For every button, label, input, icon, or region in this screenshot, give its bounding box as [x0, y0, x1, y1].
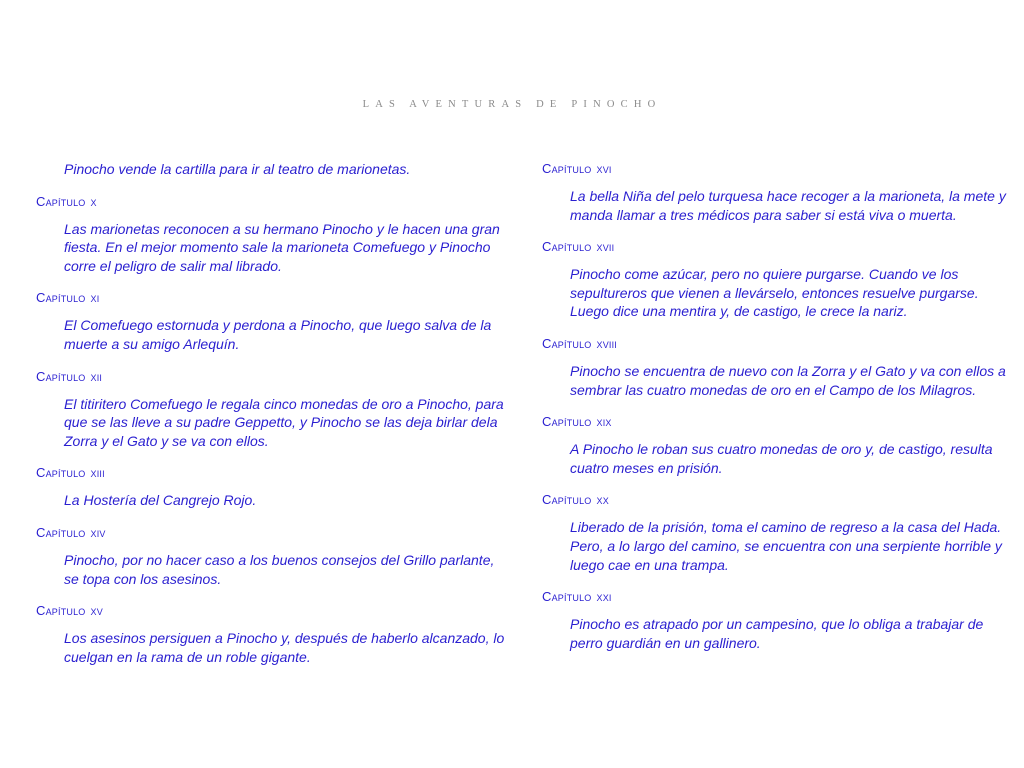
chapter-heading-xi[interactable] — [36, 289, 506, 307]
running-head: LAS AVENTURAS DE PINOCHO — [362, 99, 662, 110]
chapter-label: Capítulo — [36, 524, 86, 540]
chapter-heading-xv[interactable] — [36, 602, 506, 620]
chapter-heading-xvii[interactable] — [542, 238, 1012, 256]
chapter-heading-xii[interactable] — [36, 368, 506, 386]
chapter-numeral: xix — [596, 414, 612, 430]
chapter-numeral: xv — [90, 603, 103, 619]
chapter-heading-x[interactable] — [36, 193, 506, 211]
chapter-label: Capítulo — [542, 161, 592, 176]
chapter-description-xviii: Pinocho se encuentra de nuevo con la Zorra y el Gato y va con ellos a sembrar las cuatro monedas de oro en el Campo de los Milagros. — [570, 362, 1006, 398]
chapter-numeral: xiv — [90, 524, 106, 540]
chapter-label: Capítulo — [542, 589, 592, 605]
chapter-label: Capítulo — [36, 290, 86, 306]
chapter-numeral: xvii — [596, 239, 615, 255]
chapter-heading-xiii[interactable] — [36, 464, 506, 482]
chapter-numeral: x — [90, 193, 97, 209]
chapter-description-xiv: Pinocho, por no hacer caso a los buenos consejos del Grillo parlante, se topa con los asesinos. — [64, 551, 495, 587]
left-column — [36, 158, 506, 666]
chapter-heading-xvi[interactable] — [542, 160, 1012, 178]
lead-description: Pinocho vende la cartilla para ir al teatro de marionetas. — [64, 161, 411, 177]
chapter-numeral: xi — [90, 290, 100, 306]
chapter-description-xix: A Pinocho le roban sus cuatro monedas de oro y, de castigo, resulta cuatro meses en prisión. — [570, 441, 993, 476]
chapter-label: Capítulo — [36, 368, 86, 384]
chapter-label: Capítulo — [36, 603, 86, 619]
chapter-label: Capítulo — [542, 492, 592, 508]
right-column — [542, 158, 1012, 652]
chapter-heading-xx[interactable] — [542, 491, 1012, 509]
chapter-label: Capítulo — [542, 414, 592, 430]
chapter-numeral: xvi — [596, 161, 612, 176]
chapter-label: Capítulo — [36, 193, 86, 209]
chapter-heading-xxi[interactable] — [542, 588, 1012, 606]
chapter-label: Capítulo — [36, 465, 86, 481]
chapter-label: Capítulo — [542, 239, 592, 255]
chapter-description-xvii: Pinocho come azúcar, pero no quiere purgarse. Cuando ve los sepultureros que vienen a llevárselo, entonces resuelve purgarse. Luego dice una mentira y, de castigo, le crece la nariz. — [570, 266, 979, 320]
chapter-numeral: xxi — [596, 589, 612, 605]
chapter-numeral: xii — [90, 368, 103, 384]
chapter-description-xv: Los asesinos persiguen a Pinocho y, después de haberlo alcanzado, lo cuelgan en la rama de un roble gigante. — [64, 630, 505, 665]
chapter-label: Capítulo — [542, 335, 592, 351]
chapter-description-xii: El titiritero Comefuego le regala cinco monedas de oro a Pinocho, para que se las lleve a su padre Geppetto, y Pinocho se las deja birlar dela Zorra y el Gato y se va con ellos. — [64, 395, 504, 449]
chapter-numeral: xx — [596, 492, 609, 508]
chapter-heading-xiv[interactable] — [36, 524, 506, 542]
chapter-description-xvi: La bella Niña del pelo turquesa hace recoger a la marioneta, la mete y manda llamar a tres médicos para saber si está viva o muerta. — [570, 188, 1006, 223]
chapter-heading-xix[interactable] — [542, 413, 1012, 431]
chapter-heading-xviii[interactable] — [542, 335, 1012, 353]
chapter-numeral: xviii — [596, 335, 618, 351]
chapter-numeral: xiii — [90, 465, 105, 481]
chapter-description-xx: Liberado de la prisión, toma el camino de regreso a la casa del Hada. Pero, a lo largo del camino, se encuentra con una serpiente horrible y luego cae en una trampa. — [570, 519, 1002, 573]
chapter-description-xxi: Pinocho es atrapado por un campesino, que lo obliga a trabajar de perro guardián en un gallinero. — [570, 616, 984, 651]
chapter-description-x: Las marionetas reconocen a su hermano Pinocho y le hacen una gran fiesta. En el mejor momento sale la marioneta Comefuego y Pinocho corre el peligro de salir mal librado. — [64, 220, 500, 274]
chapter-description-xi: El Comefuego estornuda y perdona a Pinocho, que luego salva de la muerte a su amigo Arlequín. — [64, 317, 492, 352]
chapter-description-xiii: La Hostería del Cangrejo Rojo. — [64, 492, 257, 509]
